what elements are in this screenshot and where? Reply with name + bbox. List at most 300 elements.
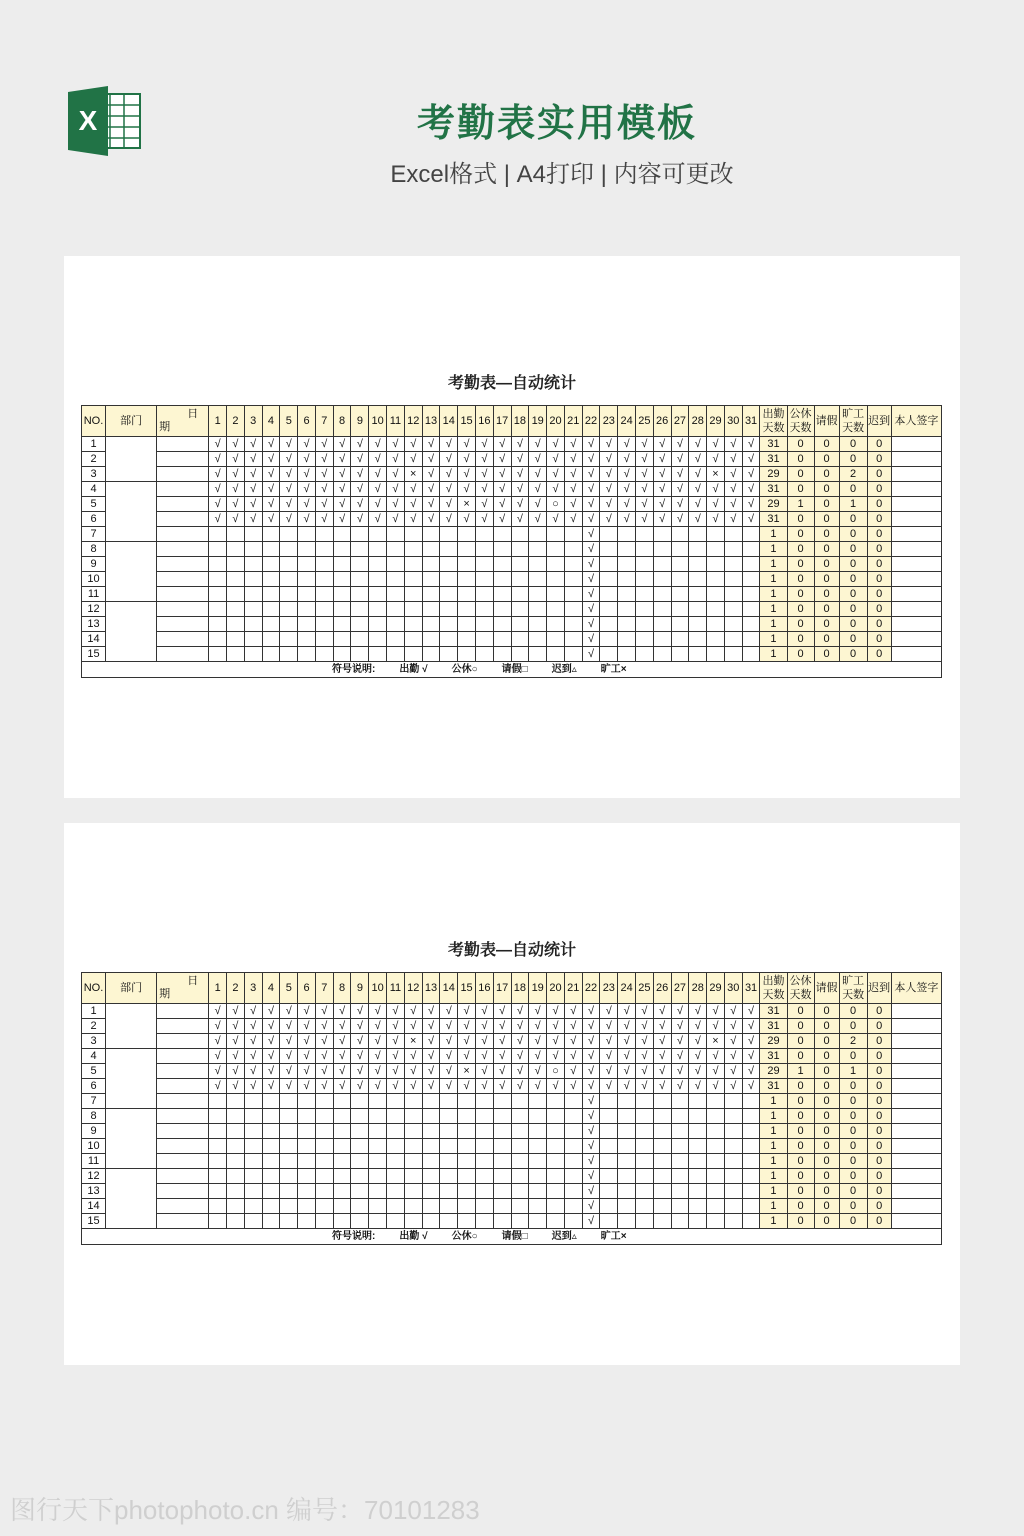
date-cell <box>157 1094 209 1109</box>
day-cell: √ <box>475 497 493 512</box>
day-cell: √ <box>493 1079 511 1094</box>
table-row <box>82 497 942 512</box>
day-cell <box>262 632 280 647</box>
col-dept: 部门 <box>106 973 157 1004</box>
stat-late: 0 <box>867 1064 891 1079</box>
day-cell <box>475 1169 493 1184</box>
day-cell <box>333 1169 351 1184</box>
day-cell <box>547 1199 565 1214</box>
day-cell: √ <box>440 482 458 497</box>
stat-late: 0 <box>867 1214 891 1229</box>
stat-leave: 0 <box>814 1079 839 1094</box>
stat-attend: 1 <box>760 1169 787 1184</box>
day-cell: √ <box>529 1064 547 1079</box>
day-cell <box>404 527 422 542</box>
day-cell <box>369 527 387 542</box>
day-cell: √ <box>742 467 760 482</box>
stat-leave: 0 <box>814 1064 839 1079</box>
stat-rest: 0 <box>787 1154 814 1169</box>
stat-leave: 0 <box>814 647 839 662</box>
day-cell: √ <box>707 437 725 452</box>
day-cell: √ <box>440 1064 458 1079</box>
col-day: 7 <box>315 406 333 437</box>
day-cell: √ <box>387 1019 405 1034</box>
col-day: 6 <box>298 406 316 437</box>
stat-absent: 0 <box>839 437 867 452</box>
day-cell: √ <box>333 437 351 452</box>
day-cell: √ <box>511 512 529 527</box>
date-cell <box>157 1049 209 1064</box>
day-cell <box>244 1109 262 1124</box>
day-cell <box>262 542 280 557</box>
day-cell: √ <box>582 527 600 542</box>
signature-cell <box>891 1079 941 1094</box>
day-cell <box>351 1154 369 1169</box>
day-cell: √ <box>671 482 689 497</box>
day-cell <box>511 602 529 617</box>
day-cell <box>493 557 511 572</box>
signature-cell <box>891 647 941 662</box>
day-cell <box>262 1109 280 1124</box>
date-cell <box>157 1154 209 1169</box>
day-cell <box>618 1094 636 1109</box>
day-cell: √ <box>422 452 440 467</box>
day-cell <box>493 602 511 617</box>
day-cell <box>600 527 618 542</box>
table-row <box>82 512 942 527</box>
day-cell <box>387 1124 405 1139</box>
date-cell <box>157 437 209 452</box>
day-cell: √ <box>618 1019 636 1034</box>
day-cell <box>547 1214 565 1229</box>
day-cell <box>547 572 565 587</box>
day-cell: √ <box>227 1019 245 1034</box>
day-cell: √ <box>529 1019 547 1034</box>
day-cell <box>458 557 476 572</box>
day-cell <box>742 587 760 602</box>
day-cell <box>547 587 565 602</box>
row-no: 13 <box>82 617 106 632</box>
day-cell <box>707 1214 725 1229</box>
day-cell <box>298 1154 316 1169</box>
day-cell: √ <box>724 1019 742 1034</box>
day-cell <box>422 1139 440 1154</box>
col-day: 27 <box>671 406 689 437</box>
day-cell: √ <box>227 1079 245 1094</box>
stat-leave: 0 <box>814 1049 839 1064</box>
day-cell <box>635 1169 653 1184</box>
table-row <box>82 617 942 632</box>
day-cell <box>635 1154 653 1169</box>
table-row <box>82 1019 942 1034</box>
day-cell: √ <box>387 467 405 482</box>
day-cell <box>458 602 476 617</box>
day-cell <box>689 1094 707 1109</box>
day-cell <box>600 647 618 662</box>
day-cell <box>547 617 565 632</box>
day-cell <box>511 632 529 647</box>
day-cell <box>458 1169 476 1184</box>
stat-rest: 0 <box>787 572 814 587</box>
day-cell: √ <box>298 497 316 512</box>
signature-cell <box>891 587 941 602</box>
signature-cell <box>891 602 941 617</box>
day-cell <box>689 527 707 542</box>
day-cell <box>315 527 333 542</box>
day-cell: √ <box>404 452 422 467</box>
day-cell: √ <box>458 1079 476 1094</box>
day-cell <box>440 1154 458 1169</box>
stat-leave: 0 <box>814 1214 839 1229</box>
legend-item: 公休○ <box>451 1231 478 1242</box>
day-cell <box>333 617 351 632</box>
stat-late: 0 <box>867 1154 891 1169</box>
day-cell <box>422 1094 440 1109</box>
day-cell <box>493 1124 511 1139</box>
row-no: 2 <box>82 1019 106 1034</box>
day-cell: √ <box>600 497 618 512</box>
stat-attend: 1 <box>760 1184 787 1199</box>
day-cell: √ <box>333 482 351 497</box>
day-cell: √ <box>422 467 440 482</box>
table-row <box>82 1109 942 1124</box>
day-cell <box>493 647 511 662</box>
day-cell: √ <box>707 1079 725 1094</box>
day-cell <box>564 572 582 587</box>
day-cell: √ <box>209 467 227 482</box>
day-cell <box>315 632 333 647</box>
day-cell <box>600 1109 618 1124</box>
day-cell <box>475 1199 493 1214</box>
day-cell <box>387 647 405 662</box>
day-cell: √ <box>280 1064 298 1079</box>
day-cell <box>227 542 245 557</box>
stat-leave: 0 <box>814 1094 839 1109</box>
day-cell <box>440 542 458 557</box>
day-cell: √ <box>369 1079 387 1094</box>
day-cell <box>600 1169 618 1184</box>
day-cell: √ <box>600 452 618 467</box>
day-cell: √ <box>582 1124 600 1139</box>
day-cell: √ <box>262 1049 280 1064</box>
day-cell: √ <box>635 512 653 527</box>
day-cell <box>387 542 405 557</box>
stat-absent: 0 <box>839 1154 867 1169</box>
day-cell: √ <box>404 497 422 512</box>
day-cell: √ <box>582 1064 600 1079</box>
day-cell <box>440 1214 458 1229</box>
stat-rest: 0 <box>787 527 814 542</box>
day-cell: √ <box>351 1019 369 1034</box>
day-cell <box>387 1184 405 1199</box>
day-cell <box>458 1214 476 1229</box>
day-cell <box>280 1094 298 1109</box>
date-cell <box>157 1214 209 1229</box>
day-cell <box>351 1184 369 1199</box>
day-cell: √ <box>458 1049 476 1064</box>
day-cell <box>475 617 493 632</box>
date-cell <box>157 497 209 512</box>
day-cell <box>209 1154 227 1169</box>
stat-absent: 0 <box>839 617 867 632</box>
day-cell: √ <box>475 1034 493 1049</box>
day-cell <box>298 1139 316 1154</box>
day-cell <box>440 617 458 632</box>
day-cell <box>707 527 725 542</box>
col-day: 9 <box>351 973 369 1004</box>
day-cell <box>227 527 245 542</box>
day-cell: √ <box>440 512 458 527</box>
day-cell: √ <box>440 1079 458 1094</box>
day-cell: √ <box>635 1079 653 1094</box>
stat-rest: 1 <box>787 497 814 512</box>
day-cell: √ <box>369 437 387 452</box>
day-cell <box>493 632 511 647</box>
stat-leave: 0 <box>814 452 839 467</box>
day-cell <box>315 587 333 602</box>
day-cell <box>369 1139 387 1154</box>
day-cell <box>440 647 458 662</box>
day-cell <box>244 632 262 647</box>
day-cell <box>511 542 529 557</box>
col-late: 迟到 <box>867 406 891 437</box>
day-cell: √ <box>458 482 476 497</box>
day-cell <box>298 587 316 602</box>
day-cell: √ <box>582 1094 600 1109</box>
day-cell <box>280 527 298 542</box>
signature-cell <box>891 1139 941 1154</box>
day-cell <box>227 587 245 602</box>
day-cell <box>387 1199 405 1214</box>
day-cell <box>618 1214 636 1229</box>
day-cell <box>529 1094 547 1109</box>
stat-rest: 0 <box>787 1139 814 1154</box>
day-cell: √ <box>333 1064 351 1079</box>
day-cell <box>369 1124 387 1139</box>
day-cell <box>315 617 333 632</box>
day-cell <box>333 572 351 587</box>
col-absent: 旷工天数 <box>839 973 867 1004</box>
row-no: 12 <box>82 602 106 617</box>
signature-cell <box>891 527 941 542</box>
day-cell <box>653 1184 671 1199</box>
day-cell <box>635 1094 653 1109</box>
day-cell: √ <box>635 1004 653 1019</box>
day-cell <box>635 647 653 662</box>
day-cell: √ <box>671 1079 689 1094</box>
day-cell: √ <box>280 482 298 497</box>
day-cell <box>564 1154 582 1169</box>
day-cell: √ <box>387 497 405 512</box>
day-cell: √ <box>244 497 262 512</box>
day-cell: √ <box>422 1034 440 1049</box>
day-cell: √ <box>458 1034 476 1049</box>
day-cell <box>724 1109 742 1124</box>
day-cell <box>618 1139 636 1154</box>
col-day: 21 <box>564 973 582 1004</box>
day-cell <box>262 587 280 602</box>
day-cell <box>653 1169 671 1184</box>
day-cell <box>280 1139 298 1154</box>
day-cell: √ <box>529 1034 547 1049</box>
day-cell: √ <box>653 482 671 497</box>
day-cell: √ <box>742 1004 760 1019</box>
col-day: 18 <box>511 973 529 1004</box>
stat-late: 0 <box>867 1199 891 1214</box>
day-cell: √ <box>262 452 280 467</box>
day-cell: √ <box>635 1049 653 1064</box>
day-cell: √ <box>564 1049 582 1064</box>
col-day: 1 <box>209 406 227 437</box>
row-no: 15 <box>82 647 106 662</box>
date-cell <box>157 1184 209 1199</box>
stat-leave: 0 <box>814 1154 839 1169</box>
day-cell <box>618 632 636 647</box>
header-row <box>82 406 942 437</box>
stat-leave: 0 <box>814 482 839 497</box>
day-cell: √ <box>315 1004 333 1019</box>
day-cell <box>600 1154 618 1169</box>
day-cell <box>280 1214 298 1229</box>
day-cell: √ <box>493 482 511 497</box>
stat-absent: 0 <box>839 1094 867 1109</box>
day-cell <box>618 1109 636 1124</box>
day-cell: √ <box>529 512 547 527</box>
day-cell <box>298 572 316 587</box>
stat-attend: 1 <box>760 542 787 557</box>
day-cell: √ <box>351 1064 369 1079</box>
day-cell <box>422 542 440 557</box>
col-day: 12 <box>404 406 422 437</box>
day-cell <box>742 1109 760 1124</box>
day-cell <box>458 617 476 632</box>
day-cell <box>493 527 511 542</box>
signature-cell <box>891 557 941 572</box>
day-cell <box>227 1199 245 1214</box>
stat-absent: 0 <box>839 512 867 527</box>
day-cell: √ <box>600 482 618 497</box>
stat-late: 0 <box>867 1109 891 1124</box>
day-cell <box>707 557 725 572</box>
day-cell <box>387 632 405 647</box>
day-cell <box>707 1154 725 1169</box>
day-cell: √ <box>671 512 689 527</box>
signature-cell <box>891 1214 941 1229</box>
stat-attend: 1 <box>760 572 787 587</box>
day-cell <box>387 1094 405 1109</box>
day-cell: √ <box>404 1004 422 1019</box>
day-cell: √ <box>333 1004 351 1019</box>
day-cell <box>369 587 387 602</box>
day-cell: √ <box>280 452 298 467</box>
col-day: 27 <box>671 973 689 1004</box>
day-cell <box>404 1184 422 1199</box>
col-day: 22 <box>582 973 600 1004</box>
day-cell <box>209 587 227 602</box>
day-cell: √ <box>653 1049 671 1064</box>
col-day: 25 <box>635 406 653 437</box>
stat-late: 0 <box>867 452 891 467</box>
col-day: 7 <box>315 973 333 1004</box>
day-cell: √ <box>742 497 760 512</box>
row-no: 11 <box>82 587 106 602</box>
day-cell <box>351 587 369 602</box>
day-cell <box>298 602 316 617</box>
row-no: 4 <box>82 1049 106 1064</box>
day-cell: √ <box>618 482 636 497</box>
day-cell <box>351 1214 369 1229</box>
day-cell <box>653 1154 671 1169</box>
day-cell <box>458 1139 476 1154</box>
col-day: 16 <box>475 406 493 437</box>
day-cell: √ <box>315 467 333 482</box>
col-day: 29 <box>707 406 725 437</box>
day-cell <box>262 602 280 617</box>
day-cell: √ <box>724 1034 742 1049</box>
dept-cell <box>106 542 157 602</box>
day-cell: √ <box>333 497 351 512</box>
legend-item: 公休○ <box>451 664 478 675</box>
day-cell <box>475 1094 493 1109</box>
day-cell: √ <box>671 1019 689 1034</box>
day-cell <box>440 557 458 572</box>
day-cell <box>618 602 636 617</box>
day-cell <box>742 1169 760 1184</box>
col-day: 10 <box>369 973 387 1004</box>
day-cell <box>244 572 262 587</box>
day-cell <box>742 1214 760 1229</box>
day-cell: √ <box>582 572 600 587</box>
day-cell: √ <box>298 1079 316 1094</box>
day-cell <box>653 1139 671 1154</box>
stat-rest: 0 <box>787 1184 814 1199</box>
day-cell <box>387 1169 405 1184</box>
day-cell: √ <box>227 482 245 497</box>
day-cell: √ <box>475 512 493 527</box>
stat-late: 0 <box>867 602 891 617</box>
day-cell <box>600 602 618 617</box>
stat-rest: 0 <box>787 647 814 662</box>
day-cell: √ <box>298 1034 316 1049</box>
day-cell: √ <box>689 512 707 527</box>
day-cell <box>529 1124 547 1139</box>
day-cell <box>724 1214 742 1229</box>
table-row <box>82 1184 942 1199</box>
day-cell: √ <box>564 1004 582 1019</box>
day-cell: √ <box>209 1019 227 1034</box>
day-cell <box>333 1154 351 1169</box>
day-cell: √ <box>387 1049 405 1064</box>
date-day-label: 日 <box>187 975 199 987</box>
day-cell <box>333 1214 351 1229</box>
day-cell <box>671 542 689 557</box>
row-no: 6 <box>82 1079 106 1094</box>
day-cell <box>315 647 333 662</box>
day-cell <box>511 617 529 632</box>
day-cell: √ <box>209 452 227 467</box>
day-cell <box>635 1214 653 1229</box>
day-cell <box>351 1169 369 1184</box>
day-cell <box>227 1184 245 1199</box>
day-cell <box>635 617 653 632</box>
col-day: 13 <box>422 406 440 437</box>
table-row <box>82 1004 942 1019</box>
day-cell <box>618 557 636 572</box>
stat-absent: 0 <box>839 452 867 467</box>
stat-attend: 1 <box>760 1094 787 1109</box>
day-cell <box>547 1169 565 1184</box>
day-cell: √ <box>689 437 707 452</box>
